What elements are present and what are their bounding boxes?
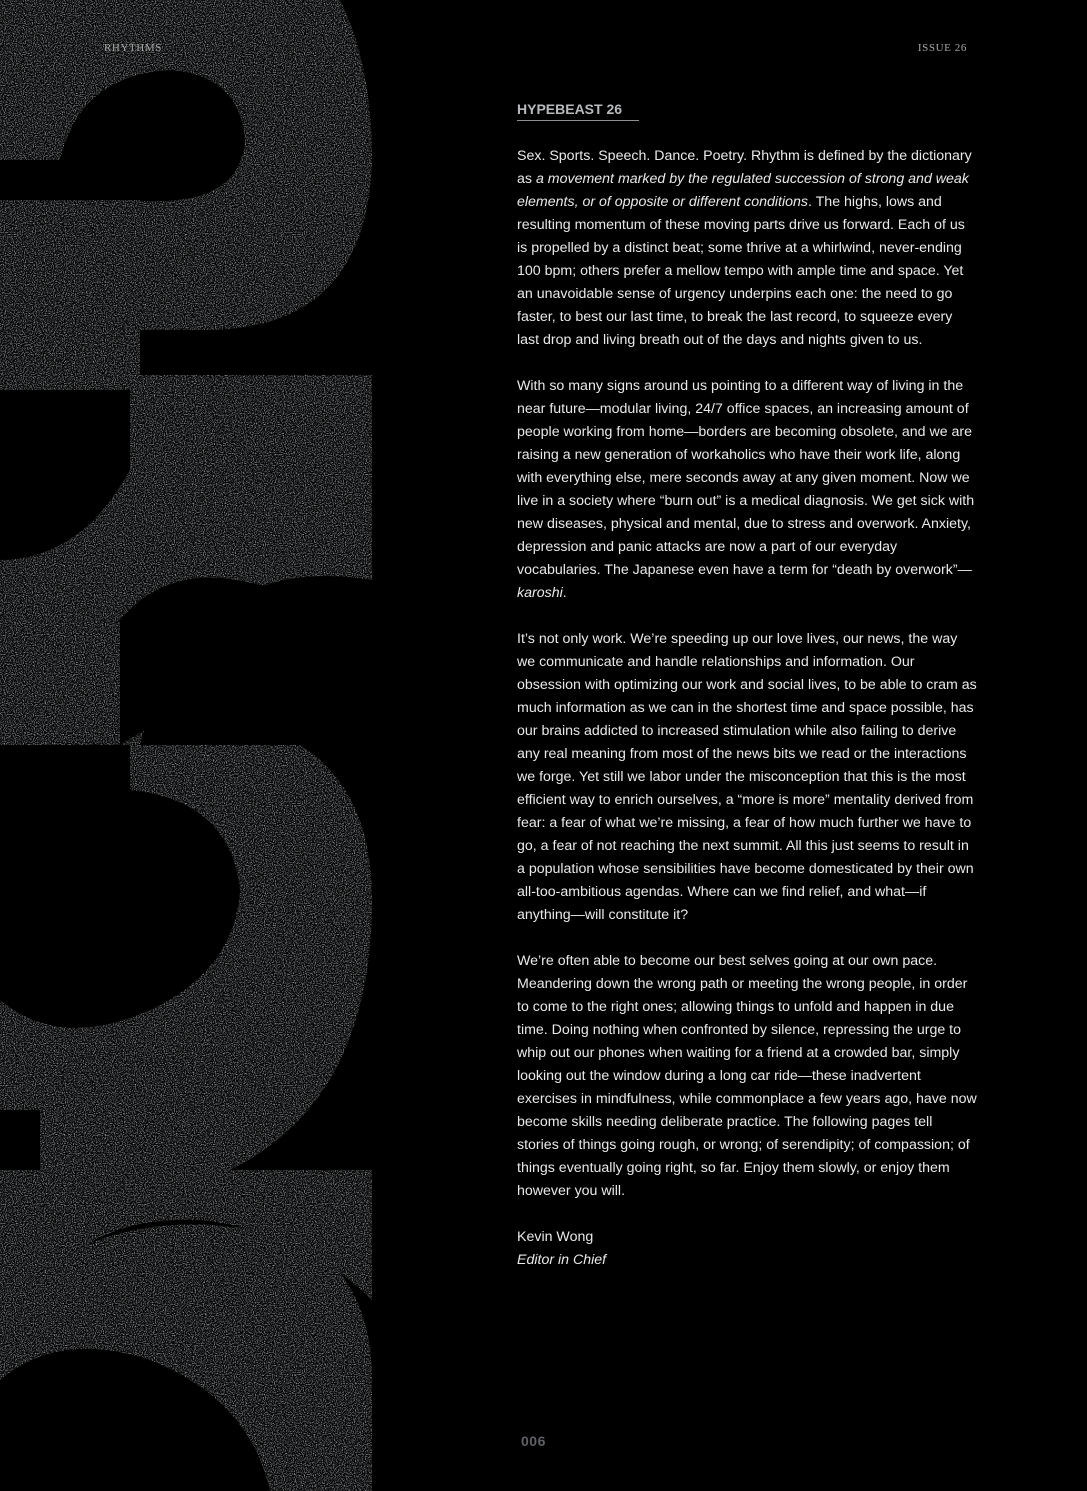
issue-number-artwork [0,0,372,1491]
running-header-issue: ISSUE 26 [917,42,967,54]
paragraph: With so many signs around us pointing to a different way of living in the near future—modular living, 24/7 office spaces, an increasing amount of people working from home—borders are becoming obsolete, and we are raising a new generation of workaholics who have their work life, along with everything else, mere seconds away at any given moment. Now we live in a society where “burn out” is a medical diagnosis. We get sick with new diseases, physical and mental, due to stress and overwork. Anxiety, depression and panic attacks are now a part of our everyday vocabularies. The Japanese even have a term for “death by overwork”—karoshi. [517,378,975,601]
paragraph: We’re often able to become our best selves going at our own pace. Meandering down the wrong path or meeting the wrong people, in order to come to the right ones; allowing things to unfold and happen in due time. Doing nothing when confronted by silence, repressing the urge to whip out our phones when waiting for a friend at a crowded bar, simply looking out the window during a long car ride—these inadvertent exercises in mindfulness, while commonplace a few years ago, have now become skills needing deliberate practice. The following pages tell stories of things going rough, or wrong; of serendipity; of compassion; of things eventually going right, so far. Enjoy them slowly, or enjoy them however you will. [517,953,977,1199]
article-heading: HYPEBEAST 26 [517,101,639,121]
page-number: 006 [521,1433,546,1449]
paragraph: Sex. Sports. Speech. Dance. Poetry. Rhythm is defined by the dictionary as a movement marked by the regulated succession of strong and weak elements, or of opposite or different conditions. The highs, lows and resulting momentum of these moving parts drive us forward. Each of us is propelled by a distinct beat; some thrive at a whirlwind, never-ending 100 bpm; others prefer a mellow tempo with ample time and space. Yet an unavoidable sense of urgency underpins each one: the need to go faster, to best our last time, to break the last record, to squeeze every last drop and living breath out of the days and nights given to us. [517,148,972,348]
article-body [517,145,977,1272]
author-title: Editor in Chief [517,1252,607,1268]
paragraph: It’s not only work. We’re speeding up our love lives, our news, the way we communicate and handle relationships and information. Our obsession with optimizing our work and social lives, to be able to cram as much information as we can in the shortest time and space possible, has our brains addicted to increased stimulation while also failing to derive any real meaning from most of the news bits we read or the interactions we forge. Yet still we labor under the misconception that this is the most efficient way to enrich ourselves, a “more is more” mentality derived from fear: a fear of what we’re missing, a fear of how much further we have to go, a fear of not reaching the next summit. All this just seems to result in a population whose sensibilities have become domesticated by their own all-too-ambitious agendas. Where can we find relief, and what—if anything—will constitute it? [517,631,977,923]
author-name: Kevin Wong [517,1229,594,1245]
running-header-section: RHYTHMS [104,42,162,54]
